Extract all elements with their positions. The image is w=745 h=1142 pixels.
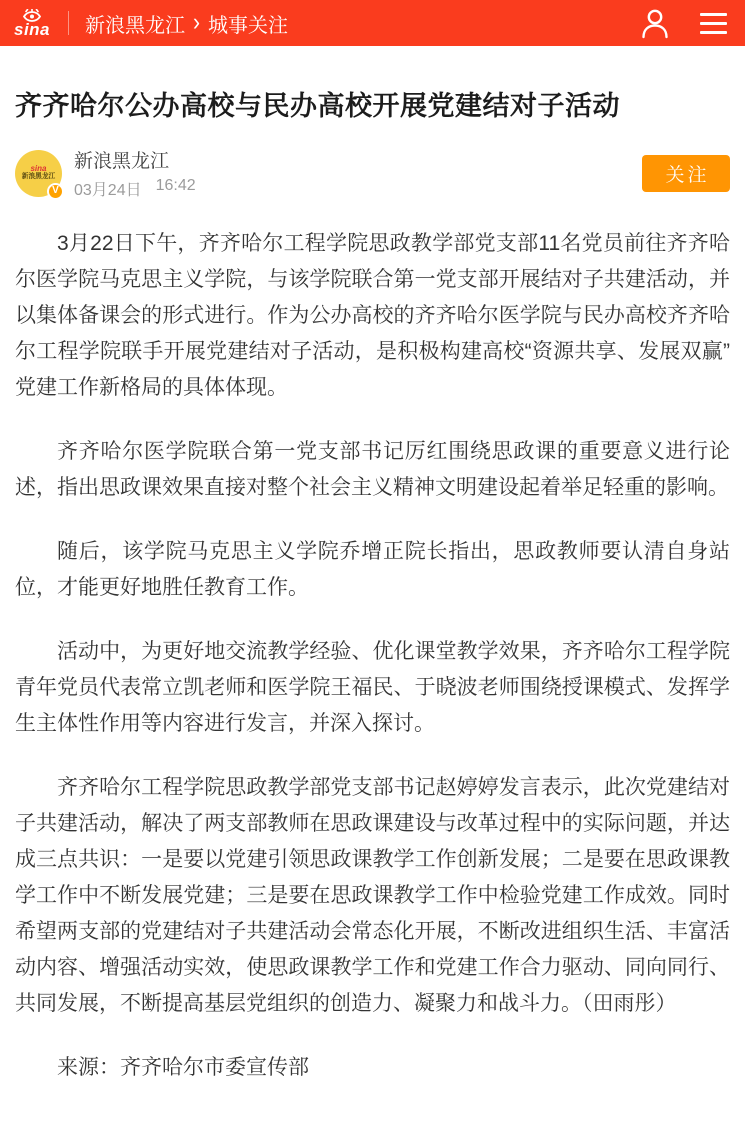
divider	[68, 11, 69, 35]
article-body	[15, 226, 730, 1022]
top-nav-bar	[0, 0, 745, 46]
article-paragraph: 齐齐哈尔医学院联合第一党支部书记厉红围绕思政课的重要意义进行论述，指出思政课效果直接对整个社会主义精神文明建设起着举足轻重的影响。	[15, 440, 730, 500]
user-icon[interactable]	[640, 7, 670, 39]
menu-icon[interactable]	[700, 13, 727, 34]
source-line: 来源：齐齐哈尔市委宣传部	[57, 1056, 309, 1080]
article-page	[0, 88, 745, 1086]
breadcrumb-section[interactable]: 城事关注	[208, 14, 289, 37]
article-paragraph: 随后，该学院马克思主义学院乔增正院长指出，思政教师要认清自身站位，才能更好地胜任教育工作。	[15, 540, 730, 600]
article-paragraph: 活动中，为更好地交流教学经验、优化课堂教学效果，齐齐哈尔工程学院青年党员代表常立凯老师和医学院王福民、于晓波老师围绕授课模式、发挥学生主体性作用等内容进行发言，并深入探讨。	[15, 640, 730, 736]
avatar-logo-text: sina	[30, 164, 47, 174]
publish-time: 16:42	[155, 177, 196, 195]
verified-badge-icon: V	[47, 183, 64, 200]
sina-logo-word: sina	[14, 19, 51, 39]
sina-logo[interactable]	[14, 9, 50, 38]
author-avatar[interactable]	[15, 150, 62, 197]
author-name[interactable]: 新浪黑龙江	[74, 151, 170, 173]
article-paragraph: 3月22日下午，齐齐哈尔工程学院思政教学部党支部11名党员前往齐齐哈尔医学院马克思主义学院，与该学院联合第一党支部开展结对子共建活动，并以集体备课会的形式进行。作为公办高校的齐齐哈尔医学院与民办高校齐齐哈尔工程学院联手开展党建结对子活动，是积极构建高校“资源共享、发展双赢”党建工作新格局的具体体现。	[15, 232, 730, 400]
article-title: 齐齐哈尔公办高校与民办高校开展党建结对子活动	[15, 91, 620, 121]
article-paragraph: 齐齐哈尔工程学院思政教学部党支部书记赵婷婷发言表示，此次党建结对子共建活动，解决了两支部教师在思政课建设与改革过程中的实际问题，并达成三点共识：一是要以党建引领思政课教学工作创新发展；二是要在思政课教学工作中不断发展党建；三是要在思政课教学工作中检验党建工作成效。同时希望两支部的党建结对子共建活动会常态化开展，不断改进组织生活、丰富活动内容、增强活动实效，使思政课教学工作和党建工作合力驱动、同向同行、共同发展，不断提高基层党组织的创造力、凝聚力和战斗力。（田雨彤）	[15, 776, 730, 1016]
breadcrumb-channel[interactable]: 新浪黑龙江	[85, 14, 186, 37]
publish-date: 03月24日	[74, 182, 142, 200]
publish-datetime	[74, 177, 196, 200]
author-row	[15, 146, 730, 200]
chevron-right-icon: ›	[193, 8, 201, 37]
avatar-caption-text: 新浪黑龙江	[21, 173, 56, 181]
author-meta	[74, 146, 196, 200]
follow-button[interactable]: 关注	[642, 155, 730, 192]
